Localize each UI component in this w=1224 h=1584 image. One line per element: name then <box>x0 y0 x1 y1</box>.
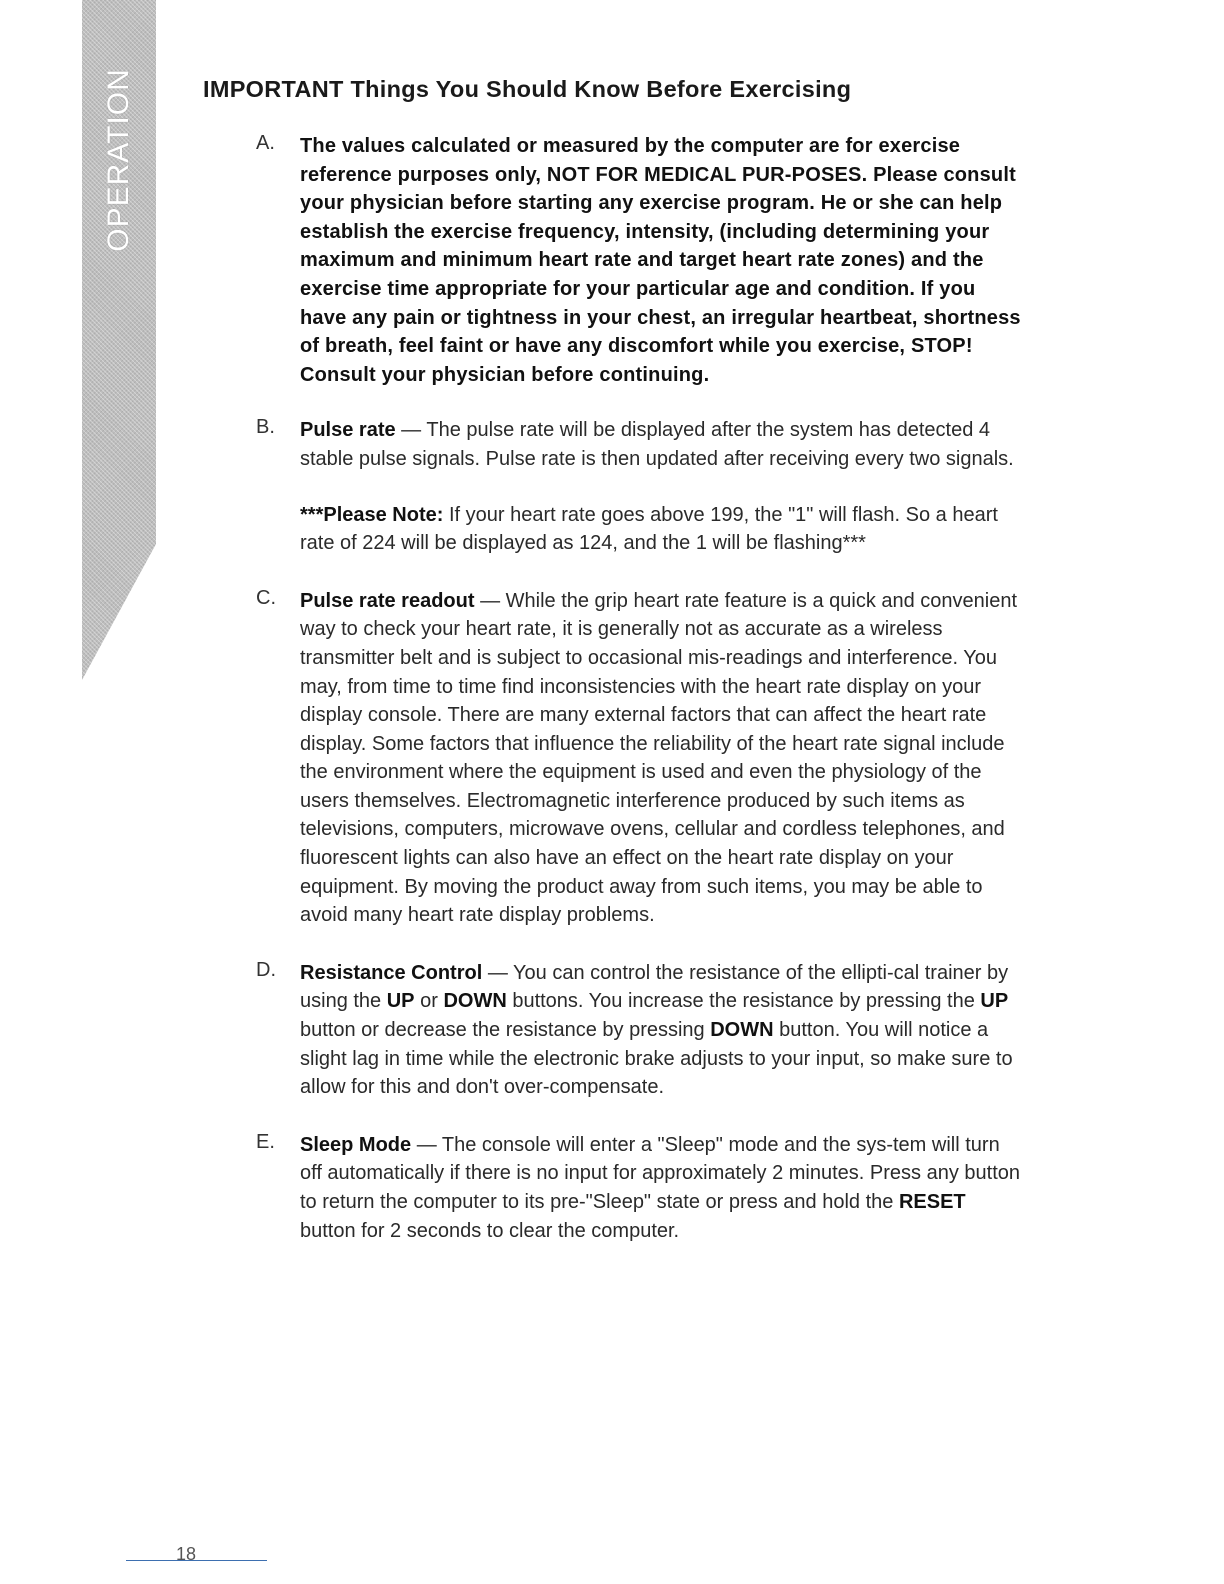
item-letter: C. <box>256 586 276 609</box>
item-letter: E. <box>256 1130 275 1153</box>
item-description: button or decrease the resistance by pressing <box>300 1019 711 1042</box>
page-number: 18 <box>176 1544 197 1564</box>
item-description: button for 2 seconds to clear the computer. <box>300 1219 680 1242</box>
item-term: Pulse rate readout <box>300 589 475 612</box>
up-button-ref: UP <box>386 990 415 1013</box>
item-text: The values calculated or measured by the computer are for exercise reference purposes only, NOT FOR MEDICAL PUR-POSES. Please consult your physician before starting any exercise program. He or she can help establish the exercise frequency, intensity, (including determining your maximum and minimum heart rate and target heart rate zones) and the exercise time appropriate for your particular age and condition. If you have any pain or tightness in your chest, an irregular heartbeat, shortness of breath, feel faint or have any discomfort while you exercise, STOP! Consult your physician before continuing. <box>300 135 1021 386</box>
item-description: button. You will notice a slight lag in time while the electronic brake adjusts to your input, so make sure to allow for this and don't over-compensate. <box>300 1019 1013 1099</box>
item-letter: B. <box>256 416 275 439</box>
item-text <box>300 587 1026 930</box>
item-description: — While the grip heart rate feature is a quick and convenient way to check your heart rate, it is generally not as accurate as a wireless transmitter belt and is subject to occasional mis-readings and interference. You may, from time to time find inconsistencies with the heart rate display on your display console. There are many external factors that can affect the heart rate display. Some factors that influence the reliability of the heart rate signal include the environment where the equipment is used and even the physiology of the users themselves. Electromagnetic interference produced by such items as televisions, computers, microwave ovens, cellular and cordless telephones, and fluorescent lights can also have an effect on the heart rate display on your equipment. By moving the product away from such items, you may be able to avoid many heart rate display problems. <box>300 589 1018 927</box>
item-letter: A. <box>256 132 275 154</box>
item-text <box>300 416 1026 473</box>
note-label: ***Please Note: <box>300 503 444 526</box>
item-description: — You can control the resistance of the ellipti-cal trainer by using the <box>300 961 1009 1013</box>
item-letter: D. <box>256 958 276 981</box>
list-item-d <box>256 959 1026 1102</box>
item-description: buttons. You increase the resistance by pressing the <box>506 990 981 1013</box>
item-term: Pulse rate <box>300 419 396 442</box>
section-side-tab-label: OPERATION <box>102 68 135 252</box>
item-list <box>256 132 1026 1245</box>
item-term: Sleep Mode <box>300 1133 412 1156</box>
down-button-ref: DOWN <box>443 990 507 1013</box>
item-text <box>300 959 1026 1102</box>
item-description: — The console will enter a "Sleep" mode and the sys-tem will turn off automatically if there is no input for approximately 2 minutes. Press any button to return the computer to its pre-"Sleep" state or press and hold the <box>300 1133 1020 1213</box>
pulse-note <box>300 501 1026 558</box>
down-button-ref: DOWN <box>710 1019 774 1042</box>
footer-rule <box>126 1560 267 1561</box>
item-term: Resistance Control <box>300 961 483 984</box>
list-item-b <box>256 416 1026 557</box>
reset-button-ref: RESET <box>898 1191 966 1213</box>
page-title: IMPORTANT Things You Should Know Before Exercising <box>203 76 852 102</box>
note-text: If your heart rate goes above 199, the "1" will flash. So a heart rate of 224 will be displayed as 124, and the 1 will be flashing*** <box>300 503 998 555</box>
list-item-a <box>256 132 1026 389</box>
item-description: — The pulse rate will be displayed after the system has detected 4 stable pulse signals. Pulse rate is then updated after receiving every two signals. <box>300 419 1014 470</box>
item-text <box>300 1131 1026 1245</box>
list-item-e <box>256 1131 1026 1245</box>
item-description: or <box>414 990 444 1013</box>
up-button-ref: UP <box>980 990 1009 1013</box>
list-item-c <box>256 587 1026 930</box>
